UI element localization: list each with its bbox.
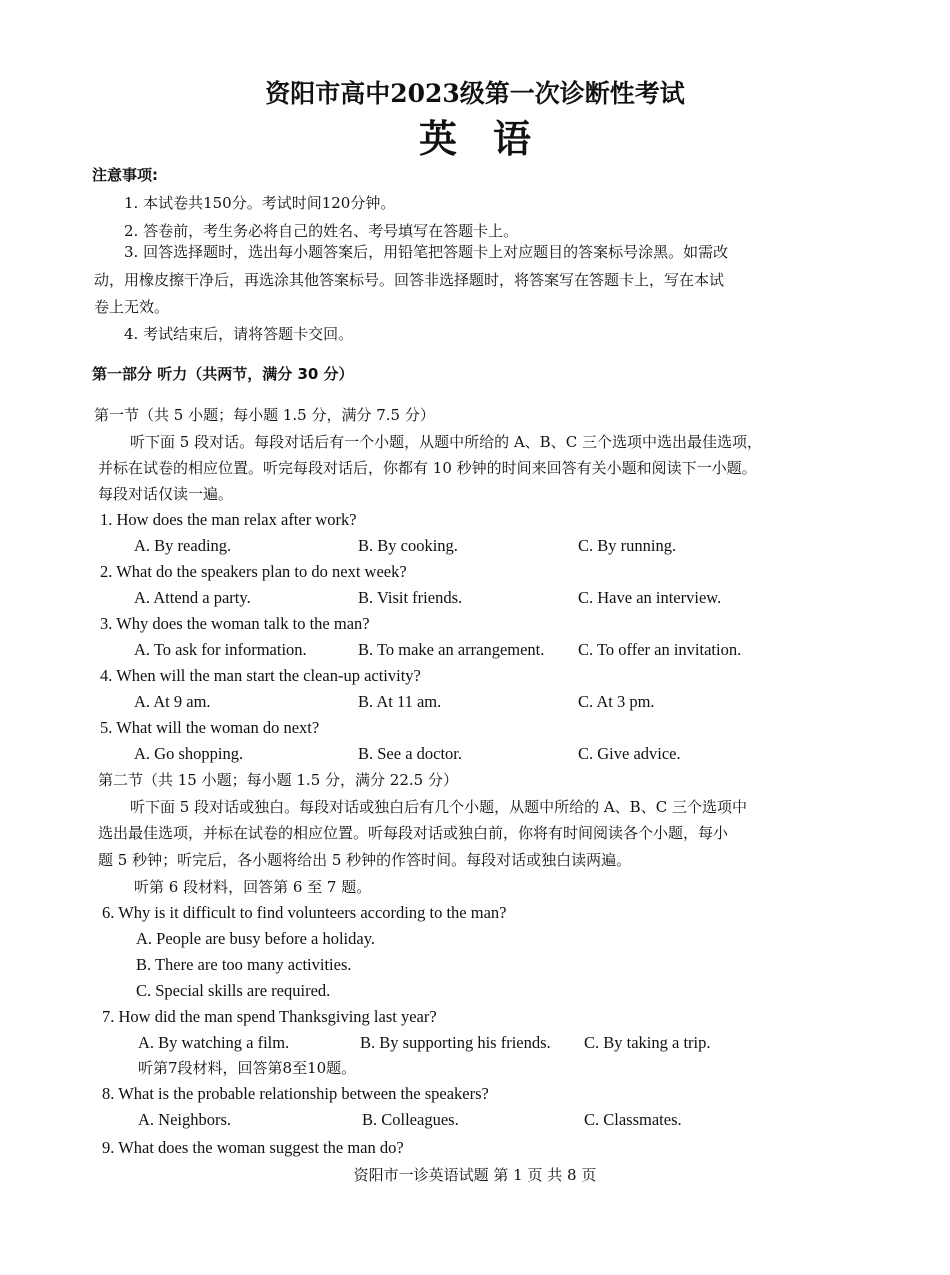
note-item-2: 2. 答卷前，考生务必将自己的姓名、考号填写在答题卡上。 [124, 222, 519, 240]
question-1: 1. How does the man relax after work? [100, 510, 357, 529]
q3-option-a: A. To ask for information. [134, 640, 307, 659]
section1-heading: 第一节（共 5 小题；每小题 1.5 分，满分 7.5 分） [94, 406, 435, 424]
q4-option-c: C. At 3 pm. [578, 692, 655, 711]
part1-heading: 第一部分 听力（共两节，满分 30 分） [92, 365, 354, 383]
q4-option-a: A. At 9 am. [134, 692, 211, 711]
q7-option-b: B. By supporting his friends. [360, 1033, 551, 1052]
q1-option-c: C. By running. [578, 536, 677, 555]
q2-option-c: C. Have an interview. [578, 588, 722, 607]
q6-option-c: C. Special skills are required. [136, 981, 331, 1000]
q8-option-a: A. Neighbors. [138, 1110, 232, 1129]
question-9: 9. What does the woman suggest the man do? [102, 1138, 404, 1157]
q8-option-b: B. Colleagues. [362, 1110, 459, 1129]
q5-option-a: A. Go shopping. [134, 744, 244, 763]
question-2: 2. What do the speakers plan to do next week? [100, 562, 407, 581]
section1-instruction-1: 听下面 5 段对话。每段对话后有一个小题，从题中所给的 A、B、C 三个选项中选出最佳选项， [130, 433, 762, 451]
section1-instruction-2: 并标在试卷的相应位置。听完每段对话后，你都有 10 秒钟的时间来回答有关小题和阅读下一小题。 [98, 459, 757, 477]
subject-title: 英语 [418, 116, 567, 161]
q3-option-c: C. To offer an invitation. [578, 640, 742, 659]
section1-instruction-3: 每段对话仅读一遍。 [98, 485, 234, 503]
notes-heading: 注意事项: [92, 166, 158, 184]
q5-option-c: C. Give advice. [578, 744, 681, 763]
section2-instruction-2: 选出最佳选项，并标在试卷的相应位置。听每段对话或独白前，你将有时间阅读各个小题，每小 [98, 824, 729, 842]
question-8: 8. What is the probable relationship between the speakers? [102, 1084, 489, 1103]
section2-instruction-3: 题 5 秒钟；听完后，各小题将给出 5 秒钟的作答时间。每段对话或独白读两遍。 [98, 851, 632, 869]
question-6: 6. Why is it difficult to find volunteers according to the man? [102, 903, 507, 922]
note-item-3-cont: 动，用橡皮擦干净后，再选涂其他答案标号。回答非选择题时，将答案写在答题卡上，写在本试 [94, 271, 725, 289]
exam-title: 资阳市高中2023级第一次诊断性考试 [265, 79, 685, 108]
note-item-3-end: 卷上无效。 [94, 298, 170, 316]
question-4: 4. When will the man start the clean-up activity? [100, 666, 421, 685]
q6-option-a: A. People are busy before a holiday. [136, 929, 376, 948]
q5-option-b: B. See a doctor. [358, 744, 463, 763]
note-item-3: 3. 回答选择题时，选出每小题答案后，用铅笔把答题卡上对应题目的答案标号涂黑。如需改 [124, 243, 729, 261]
section2-heading: 第二节（共 15 小题；每小题 1.5 分，满分 22.5 分） [98, 771, 458, 789]
material-6-note: 听第 6 段材料，回答第 6 至 7 题。 [134, 878, 372, 896]
q1-option-a: A. By reading. [134, 536, 232, 555]
question-7: 7. How did the man spend Thanksgiving last year? [102, 1007, 437, 1026]
material-7-note: 听第7段材料，回答第8至10题。 [138, 1059, 357, 1077]
question-3: 3. Why does the woman talk to the man? [100, 614, 370, 633]
page-footer: 资阳市一诊英语试题 第 1 页 共 8 页 [353, 1166, 597, 1184]
q6-option-b: B. There are too many activities. [136, 955, 352, 974]
q3-option-b: B. To make an arrangement. [358, 640, 545, 659]
section2-instruction-1: 听下面 5 段对话或独白。每段对话或独白后有几个小题，从题中所给的 A、B、C 三个选项中 [130, 798, 747, 816]
note-item-1: 1. 本试卷共150分。考试时间120分钟。 [124, 194, 396, 212]
question-5: 5. What will the woman do next? [100, 718, 320, 737]
note-item-4: 4. 考试结束后，请将答题卡交回。 [124, 325, 354, 343]
q2-option-b: B. Visit friends. [358, 588, 463, 607]
q1-option-b: B. By cooking. [358, 536, 458, 555]
q4-option-b: B. At 11 am. [358, 692, 442, 711]
q7-option-c: C. By taking a trip. [584, 1033, 711, 1052]
q2-option-a: A. Attend a party. [134, 588, 251, 607]
q7-option-a: A. By watching a film. [138, 1033, 290, 1052]
q8-option-c: C. Classmates. [584, 1110, 682, 1129]
